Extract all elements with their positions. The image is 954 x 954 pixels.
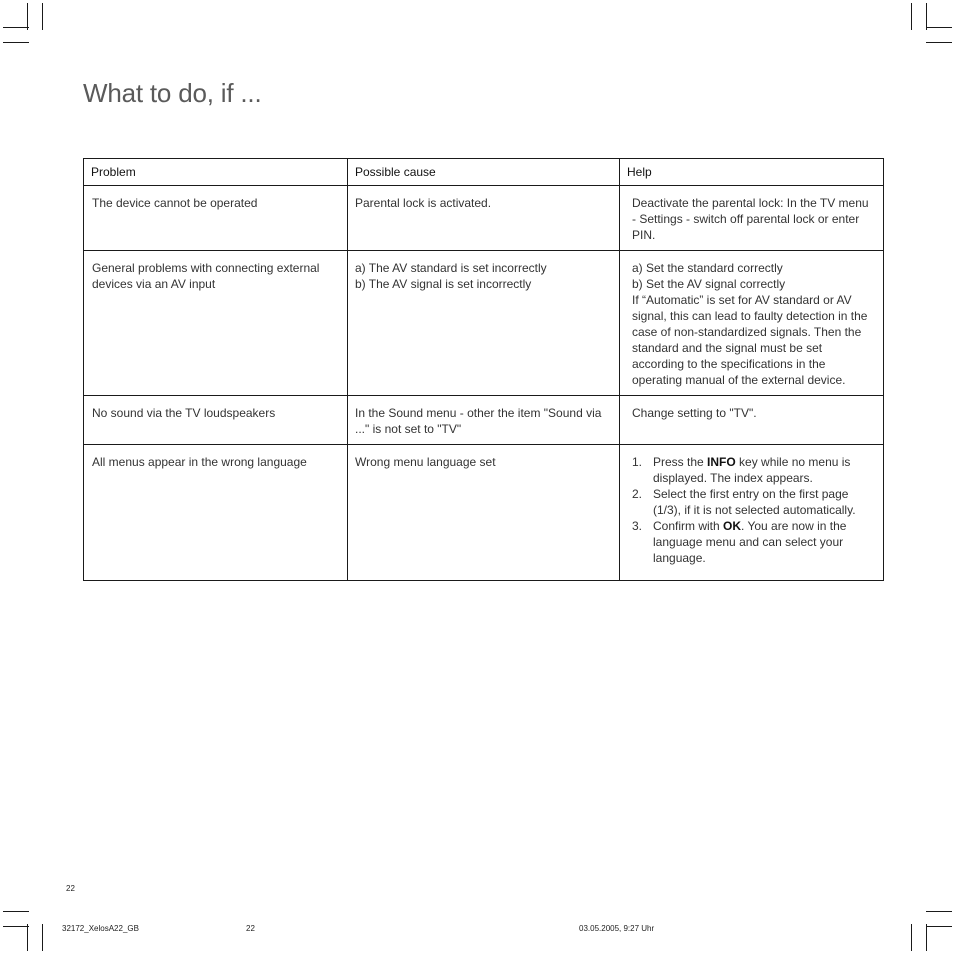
header-problem: Problem bbox=[84, 159, 348, 186]
crop-mark bbox=[42, 3, 43, 30]
help-step bbox=[632, 518, 873, 566]
page-title: What to do, if ... bbox=[83, 78, 262, 108]
table-header-row bbox=[84, 159, 884, 186]
crop-mark bbox=[3, 911, 29, 912]
crop-mark bbox=[3, 42, 29, 43]
crop-mark bbox=[926, 3, 927, 30]
help-step bbox=[632, 486, 873, 518]
crop-mark bbox=[27, 924, 28, 951]
help-steps-list bbox=[632, 454, 873, 566]
help-option-a: a) Set the standard correctly bbox=[632, 261, 783, 275]
cause-cell: Parental lock is activated. bbox=[348, 186, 620, 251]
crop-mark bbox=[42, 924, 43, 951]
help-cell bbox=[620, 251, 884, 396]
cause-cell: In the Sound menu - other the item "Sound via ..." is not set to "TV" bbox=[348, 396, 620, 445]
crop-mark bbox=[926, 911, 952, 912]
step-text-pre: Press the bbox=[653, 455, 708, 469]
step-text-pre: Confirm with bbox=[653, 519, 724, 533]
cause-cell: Wrong menu language set bbox=[348, 445, 620, 581]
help-step bbox=[632, 454, 873, 486]
print-doc-id: 32172_XelosA22_GB bbox=[62, 924, 139, 933]
cause-option-b: b) The AV signal is set incorrectly bbox=[355, 277, 532, 291]
table-row bbox=[84, 396, 884, 445]
step-number: 2. bbox=[632, 487, 643, 501]
crop-mark bbox=[926, 42, 952, 43]
help-cell: Change setting to "TV". bbox=[620, 396, 884, 445]
step-number: 1. bbox=[632, 455, 643, 469]
problem-cell: All menus appear in the wrong language bbox=[84, 445, 348, 581]
table-row bbox=[84, 251, 884, 396]
info-key-label: INFO bbox=[707, 455, 736, 469]
step-text bbox=[653, 518, 873, 566]
cause-cell bbox=[348, 251, 620, 396]
crop-mark bbox=[3, 27, 29, 28]
troubleshooting-table bbox=[83, 158, 884, 581]
step-text: Select the first entry on the first page (1/3), if it is not selected automatically. bbox=[653, 487, 856, 517]
problem-cell: The device cannot be operated bbox=[84, 186, 348, 251]
crop-mark bbox=[911, 924, 912, 951]
crop-mark bbox=[911, 3, 912, 30]
step-text bbox=[653, 454, 873, 486]
problem-cell: General problems with connecting external devices via an AV input bbox=[84, 251, 348, 396]
crop-mark bbox=[926, 926, 952, 927]
table-row bbox=[84, 445, 884, 581]
header-help: Help bbox=[620, 159, 884, 186]
cause-option-a: a) The AV standard is set incorrectly bbox=[355, 261, 547, 275]
step-text-post: . You are now in the language menu and can select your language. bbox=[653, 519, 847, 565]
crop-mark bbox=[926, 924, 927, 951]
ok-key-label: OK bbox=[723, 519, 742, 533]
print-sheet-number: 22 bbox=[246, 924, 255, 933]
help-cell: Deactivate the parental lock: In the TV menu - Settings - switch off parental lock or enter PIN. bbox=[620, 186, 884, 251]
page-number: 22 bbox=[66, 884, 75, 893]
problem-cell: No sound via the TV loudspeakers bbox=[84, 396, 348, 445]
step-number: 3. bbox=[632, 519, 643, 533]
help-note: If “Automatic” is set for AV standard or AV signal, this can lead to faulty detection in the case of non-standardized signals. Then the standard and the signal must be set according to the specifications in the operating manual of the external device. bbox=[632, 293, 868, 387]
step-text-post: key while no menu is displayed. The index appears. bbox=[653, 455, 851, 485]
print-timestamp: 03.05.2005, 9:27 Uhr bbox=[579, 924, 655, 933]
help-option-b: b) Set the AV signal correctly bbox=[632, 277, 786, 291]
crop-mark bbox=[27, 3, 28, 30]
crop-mark bbox=[3, 926, 29, 927]
crop-mark bbox=[926, 27, 952, 28]
help-cell bbox=[620, 445, 884, 581]
table-row bbox=[84, 186, 884, 251]
header-possible-cause: Possible cause bbox=[348, 159, 620, 186]
